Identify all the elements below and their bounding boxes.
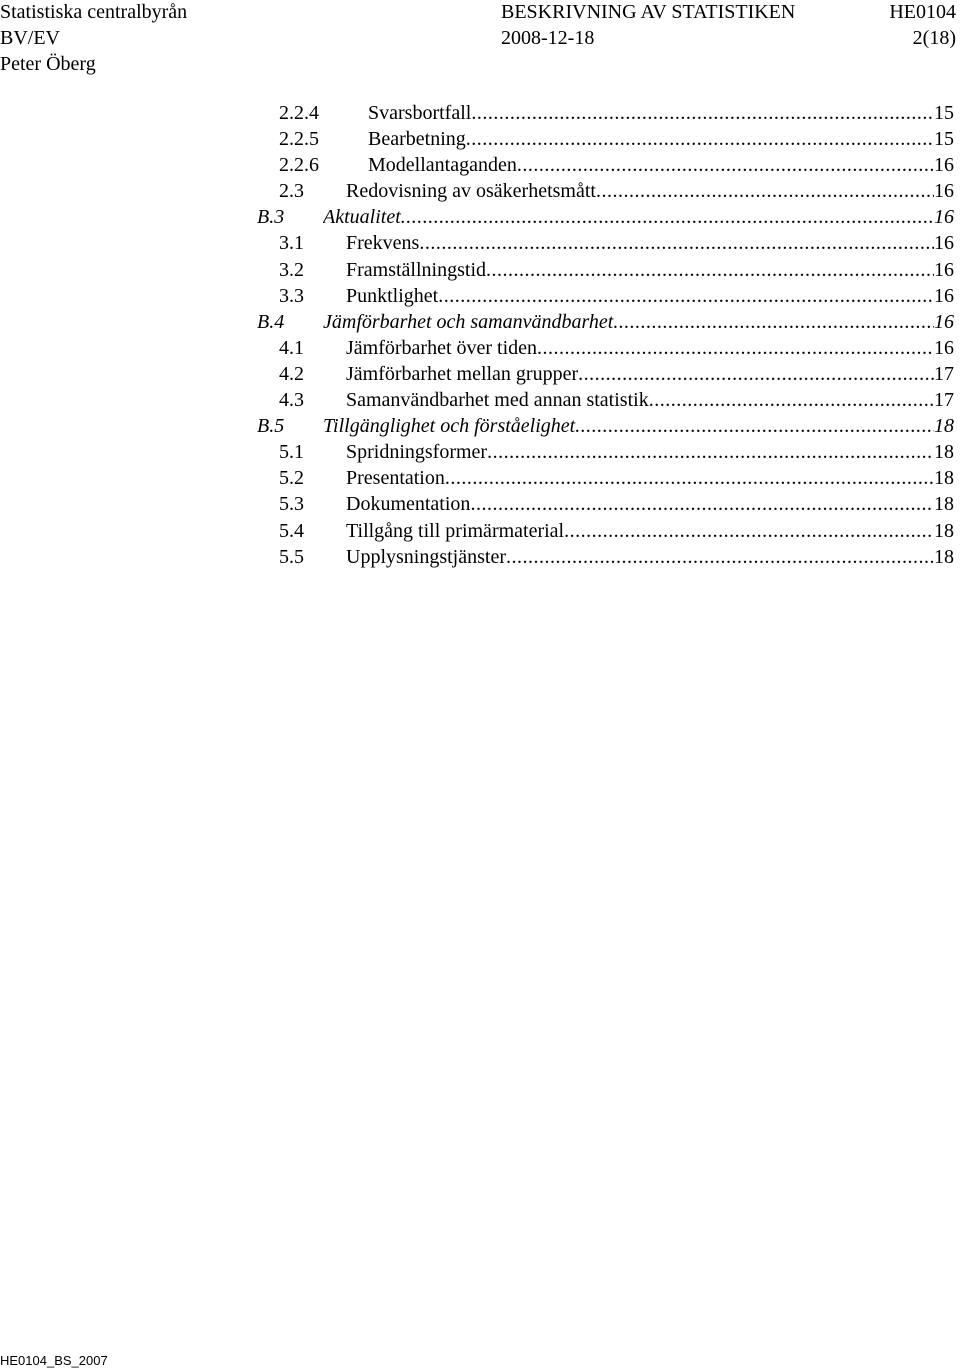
toc-entry-title: Spridningsformer [346, 441, 488, 464]
toc-dot-leader [596, 178, 934, 204]
footer-code: HE0104_BS_2007 [0, 1353, 108, 1368]
toc-entry-number: 4.2 [279, 362, 304, 385]
toc-entry-line [346, 335, 954, 361]
toc-entry-page: 17 [934, 389, 954, 412]
toc-entry-page: 16 [934, 336, 954, 359]
table-of-contents [0, 100, 960, 570]
toc-entry-title: Framställningstid [346, 258, 486, 281]
toc-entry-line [346, 230, 954, 256]
toc-entry-line [346, 544, 954, 570]
toc-entry-number: 2.2.4 [279, 102, 319, 124]
toc-entry-number: 5.2 [279, 467, 304, 490]
toc-entry-number: B.5 [257, 415, 285, 438]
toc-dot-leader [517, 152, 934, 178]
toc-entry-line [368, 100, 954, 126]
toc-entry-title: Upplysningstjänster [346, 545, 506, 568]
toc-entry-title: Dokumentation [346, 493, 471, 516]
toc-entry-number: 3.1 [279, 232, 304, 255]
toc-entry-line [346, 465, 954, 491]
toc-entry-page: 18 [934, 545, 954, 568]
toc-entry-number: 5.5 [279, 545, 304, 568]
toc-entry[interactable] [0, 283, 960, 309]
toc-entry[interactable] [0, 257, 960, 283]
toc-entry-page: 16 [934, 206, 954, 229]
toc-entry-title: Modellantaganden [368, 154, 517, 177]
toc-entry-line [323, 309, 954, 335]
toc-entry-number: 2.2.6 [279, 154, 319, 177]
toc-entry-line [346, 439, 954, 465]
toc-dot-leader [438, 283, 934, 309]
toc-entry-title: Jämförbarhet och samanvändbarhet [323, 310, 614, 333]
toc-entry-page: 18 [934, 493, 954, 516]
toc-dot-leader [537, 335, 934, 361]
toc-entry[interactable] [0, 335, 960, 361]
toc-entry-number: 4.3 [279, 389, 304, 412]
toc-entry-line [346, 387, 954, 413]
toc-entry-line [368, 152, 954, 178]
toc-entry-title: Frekvens [346, 232, 420, 255]
toc-dot-leader [564, 518, 934, 544]
toc-entry-line [346, 283, 954, 309]
toc-entry-line [368, 126, 954, 152]
toc-entry-line [346, 491, 954, 517]
toc-entry-title: Presentation [346, 467, 445, 490]
toc-entry-page: 16 [934, 284, 954, 307]
toc-entry-page: 16 [934, 310, 954, 333]
toc-entry[interactable] [0, 152, 960, 178]
toc-entry-page: 16 [934, 180, 954, 203]
toc-entry-title: Tillgång till primärmaterial [346, 519, 565, 542]
toc-dot-leader [466, 126, 934, 152]
toc-entry-title: Bearbetning [368, 128, 466, 151]
toc-entry[interactable] [0, 230, 960, 256]
toc-entry-title: Redovisning av osäkerhetsmått [346, 180, 596, 203]
toc-dot-leader [487, 439, 934, 465]
toc-dot-leader [445, 465, 934, 491]
toc-entry-page: 18 [934, 441, 954, 464]
toc-dot-leader [419, 230, 934, 256]
page-number: 2(18) [912, 27, 956, 49]
toc-dot-leader [575, 413, 934, 439]
toc-entry-page: 15 [934, 102, 954, 124]
toc-dot-leader [470, 491, 934, 517]
toc-entry[interactable] [0, 491, 960, 517]
toc-dot-leader [486, 257, 934, 283]
toc-entry[interactable] [0, 204, 960, 230]
toc-entry[interactable] [0, 439, 960, 465]
toc-entry-page: 18 [934, 415, 954, 438]
toc-dot-leader [613, 309, 934, 335]
toc-dot-leader [471, 100, 934, 126]
toc-entry-title: Aktualitet [323, 206, 401, 229]
toc-entry-line [346, 257, 954, 283]
toc-entry[interactable] [0, 100, 960, 126]
toc-entry-title: Jämförbarhet mellan grupper [346, 362, 579, 385]
toc-dot-leader [578, 361, 934, 387]
toc-entry[interactable] [0, 544, 960, 570]
organization-name: Statistiska centralbyrån [0, 1, 188, 23]
toc-dot-leader [506, 544, 934, 570]
toc-dot-leader [649, 387, 934, 413]
toc-entry-page: 16 [934, 154, 954, 177]
document-title: BESKRIVNING AV STATISTIKEN [501, 1, 796, 23]
document-date: 2008-12-18 [501, 27, 595, 49]
toc-entry[interactable] [0, 178, 960, 204]
toc-entry-title: Svarsbortfall [368, 102, 472, 124]
toc-entry-title: Punktlighet [346, 284, 439, 307]
toc-entry-number: 5.4 [279, 519, 304, 542]
toc-entry[interactable] [0, 126, 960, 152]
toc-entry-line [323, 204, 954, 230]
toc-dot-leader [401, 204, 934, 230]
toc-entry-line [323, 413, 954, 439]
toc-entry[interactable] [0, 413, 960, 439]
unit-code: BV/EV [0, 27, 60, 49]
author-name: Peter Öberg [0, 53, 96, 75]
toc-entry-page: 16 [934, 258, 954, 281]
document-code: HE0104 [889, 1, 956, 23]
toc-entry-number: 3.2 [279, 258, 304, 281]
toc-entry-title: Jämförbarhet över tiden [346, 336, 538, 359]
toc-entry-title: Tillgänglighet och förståelighet [323, 415, 576, 438]
toc-entry-page: 18 [934, 519, 954, 542]
toc-entry-number: B.3 [257, 206, 285, 229]
toc-entry-number: 5.1 [279, 441, 304, 464]
toc-entry[interactable] [0, 518, 960, 544]
toc-entry[interactable] [0, 465, 960, 491]
toc-entry[interactable] [0, 309, 960, 335]
toc-entry-page: 18 [934, 467, 954, 490]
toc-entry[interactable] [0, 361, 960, 387]
toc-entry-number: 2.3 [279, 180, 304, 203]
toc-entry-number: 3.3 [279, 284, 304, 307]
toc-entry-number: 2.2.5 [279, 128, 319, 151]
toc-entry-number: 5.3 [279, 493, 304, 516]
toc-entry-title: Samanvändbarhet med annan statistik [346, 389, 649, 412]
toc-entry-page: 16 [934, 232, 954, 255]
toc-entry-page: 15 [934, 128, 954, 151]
toc-entry[interactable] [0, 387, 960, 413]
toc-entry-line [346, 518, 954, 544]
toc-entry-line [346, 361, 954, 387]
toc-entry-page: 17 [934, 362, 954, 385]
toc-entry-line [346, 178, 954, 204]
toc-entry-number: 4.1 [279, 336, 304, 359]
toc-entry-number: B.4 [257, 310, 285, 333]
